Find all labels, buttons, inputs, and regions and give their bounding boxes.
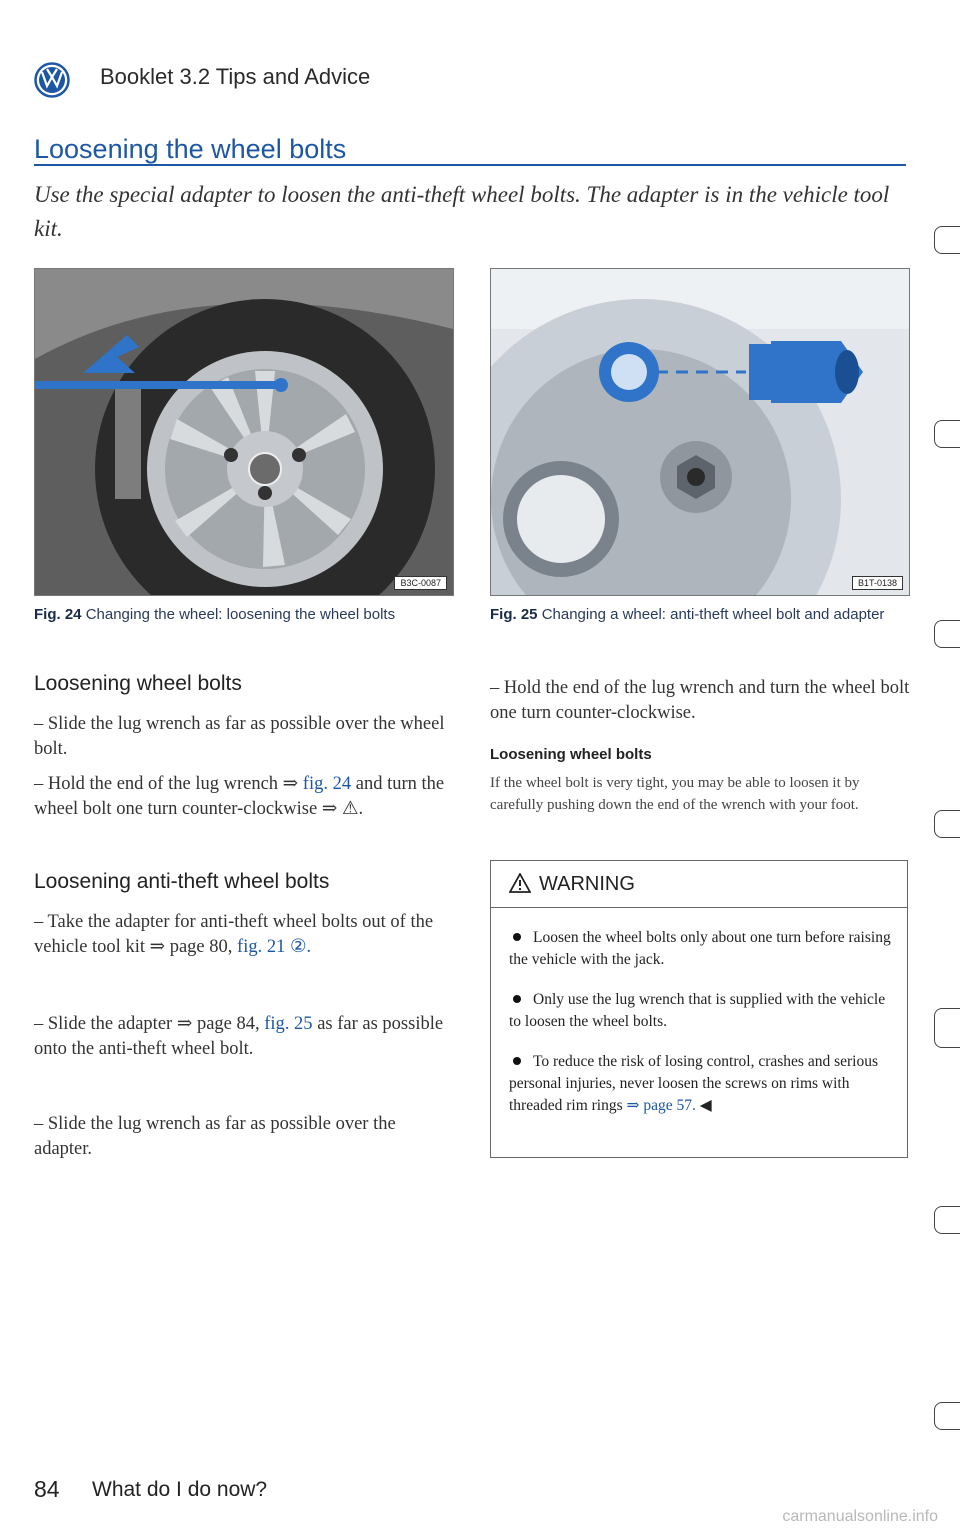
step-take-adapter-text: – Take the adapter for anti-theft wheel bolts out of the vehicle tool kit ⇒ page 80, bbox=[34, 912, 434, 957]
heading-anti-theft: Loosening anti-theft wheel bolts bbox=[34, 870, 330, 893]
warning-item bbox=[509, 989, 891, 1033]
booklet-title: Booklet 3.2 Tips and Advice bbox=[100, 64, 371, 89]
margin-tab bbox=[934, 1402, 960, 1430]
step-hold-wrench-text-a: – Hold the end of the lug wrench ⇒ bbox=[34, 774, 303, 794]
footer-title: What do I do now? bbox=[92, 1478, 268, 1501]
margin-tab bbox=[934, 1008, 960, 1048]
step-take-adapter bbox=[34, 910, 454, 960]
warning-box bbox=[490, 860, 908, 1158]
step-turn-bolt: – Hold the end of the lug wrench and turn the wheel bolt one turn counter-clockwise. bbox=[490, 678, 910, 723]
section-title: Loosening the wheel bolts bbox=[34, 134, 347, 164]
step-slide-adapter-text-b: as far as possible onto the anti-theft wheel bolt. bbox=[34, 1014, 444, 1059]
figure-24-code: B3C-0087 bbox=[394, 576, 447, 590]
end-marker-icon: ◀ bbox=[695, 1097, 712, 1114]
step-slide-adapter-text-a: – Slide the adapter ⇒ page 84, bbox=[34, 1014, 265, 1034]
fig-25-link[interactable]: fig. 25 bbox=[264, 1014, 313, 1034]
vw-logo-icon bbox=[34, 62, 70, 98]
bullet-icon bbox=[513, 1057, 521, 1065]
figure-25-caption-text: Changing a wheel: anti-theft wheel bolt and adapter bbox=[541, 606, 885, 623]
warning-item-text: To reduce the risk of losing control, crashes and serious personal injuries, never loosen the screws on rims with threaded rim rings bbox=[509, 1053, 878, 1114]
figure-25-code: B1T-0138 bbox=[852, 576, 903, 590]
warning-title: WARNING bbox=[539, 873, 635, 895]
fig-24-link[interactable]: fig. 24 bbox=[302, 774, 352, 794]
watermark: carmanualsonline.info bbox=[782, 1508, 938, 1525]
warning-header bbox=[509, 873, 635, 896]
wheel-illustration bbox=[35, 269, 453, 595]
margin-tab bbox=[934, 1206, 960, 1234]
page-number: 84 bbox=[34, 1476, 60, 1502]
margin-tab bbox=[934, 810, 960, 838]
step-slide-adapter bbox=[34, 1012, 454, 1062]
figure-24-image bbox=[34, 268, 454, 596]
warning-divider bbox=[491, 907, 907, 908]
warning-item-text: Loosen the wheel bolts only about one turn before raising the vehicle with the jack. bbox=[509, 929, 891, 968]
subheading-loosening: Loosening wheel bolts bbox=[490, 746, 652, 763]
figure-24-caption-text: Changing the wheel: loosening the wheel bolts bbox=[85, 606, 396, 623]
section-divider bbox=[34, 164, 906, 166]
figure-24-caption bbox=[34, 604, 452, 626]
heading-loosening-wheel-bolts: Loosening wheel bolts bbox=[34, 672, 242, 695]
bullet-icon bbox=[513, 995, 521, 1003]
warning-item bbox=[509, 927, 891, 971]
adapter-illustration bbox=[491, 269, 909, 595]
warning-item bbox=[509, 1051, 891, 1117]
figure-25-caption bbox=[490, 604, 908, 626]
margin-tab bbox=[934, 620, 960, 648]
warning-item-text: Only use the lug wrench that is supplied with the vehicle to loosen the wheel bolts. bbox=[509, 991, 886, 1030]
figure-25-image bbox=[490, 268, 910, 596]
margin-tab bbox=[934, 420, 960, 448]
tip-foot-note: If the wheel bolt is very tight, you may be able to loosen it by carefully pushing down the end of the wrench with your foot. bbox=[490, 775, 860, 813]
margin-tab bbox=[934, 226, 960, 254]
figure-24-label: Fig. 24 bbox=[34, 606, 82, 623]
step-slide-wrench: – Slide the lug wrench as far as possible over the wheel bolt. bbox=[34, 714, 445, 759]
bullet-icon bbox=[513, 933, 521, 941]
fig-21-link[interactable]: fig. 21 ②. bbox=[237, 937, 312, 957]
intro-text: Use the special adapter to loosen the anti-theft wheel bolts. The adapter is in the vehicle tool kit. bbox=[34, 182, 890, 241]
step-hold-wrench bbox=[34, 772, 454, 822]
step-slide-wrench-adapter: – Slide the lug wrench as far as possible over the adapter. bbox=[34, 1114, 396, 1159]
page-57-link[interactable]: ⇒ page 57. bbox=[626, 1097, 696, 1114]
figure-25-label: Fig. 25 bbox=[490, 606, 538, 623]
warning-triangle-icon bbox=[509, 873, 531, 893]
step-hold-wrench-text-b: and turn the wheel bolt one turn counter-clockwise ⇒ ⚠. bbox=[34, 774, 445, 819]
